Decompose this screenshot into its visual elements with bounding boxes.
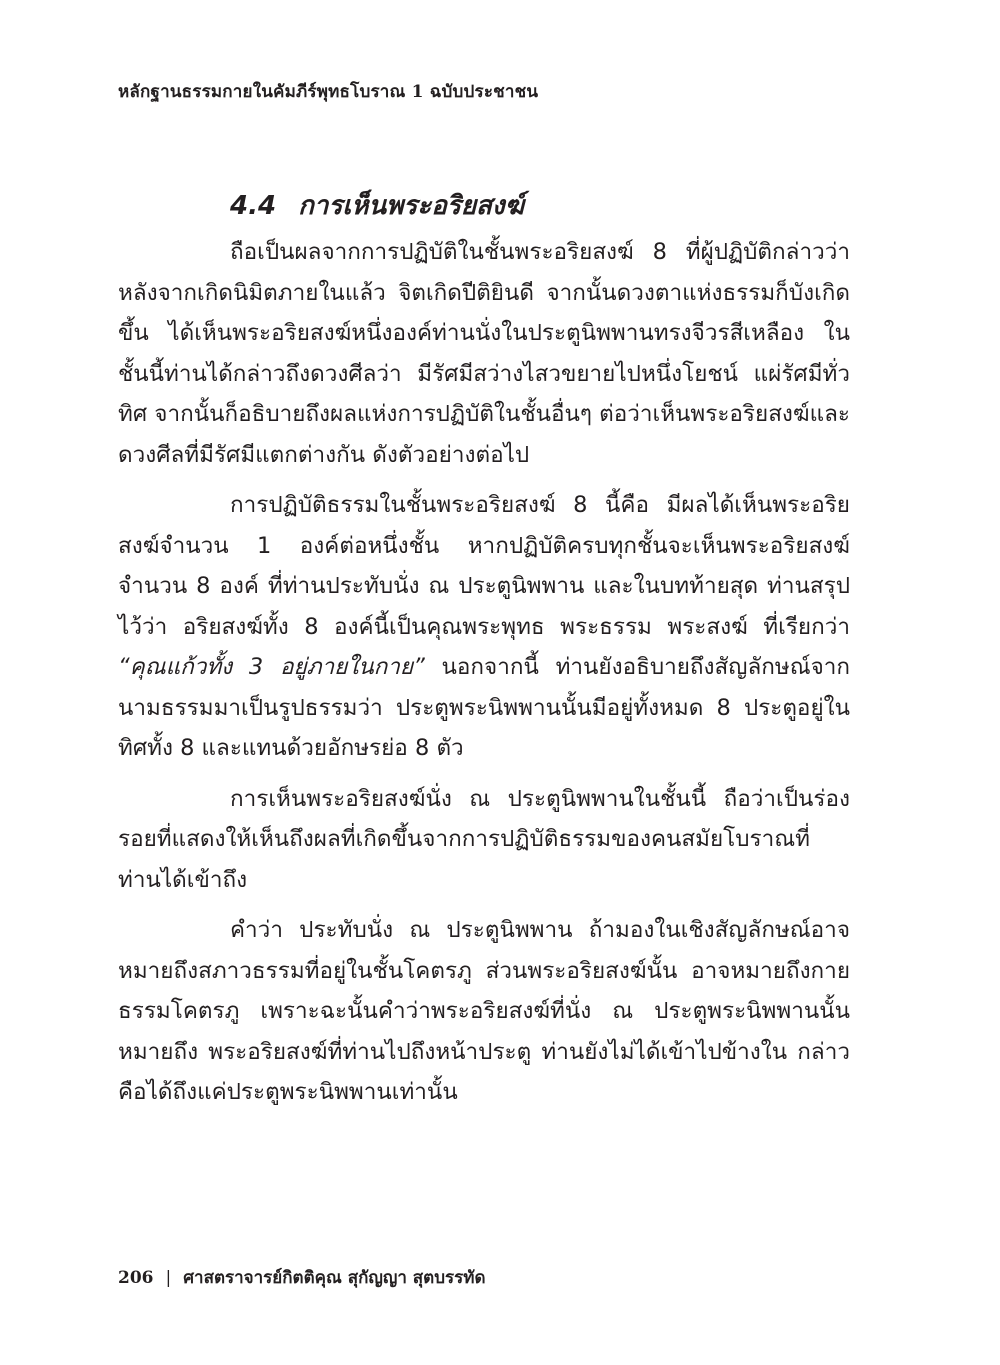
- page-footer: [118, 1264, 486, 1291]
- paragraph-3: การเห็นพระอริยสงฆ์นั่ง ณ ประตูนิพพานในชั้นนี้ ถือว่าเป็นร่องรอยที่แสดงให้เห็นถึงผลที่เกิดขึ้นจากการปฏิบัติธรรมของคนสมัยโบราณที่ท่านได้เข้าถึง: [118, 785, 850, 893]
- paragraph-2-quote: “คุณแก้วทั้ง 3 อยู่ภายในกาย”: [118, 654, 425, 680]
- running-header: หลักฐานธรรมกายในคัมภีร์พุทธโบราณ 1 ฉบับประชาชน: [118, 82, 539, 102]
- page-number: 206: [118, 1268, 154, 1288]
- footer-separator: |: [165, 1268, 172, 1288]
- page-content: [118, 186, 850, 1123]
- section-title: การเห็นพระอริยสงฆ์: [298, 191, 524, 221]
- paragraph-2: [118, 485, 850, 769]
- paragraph-2-text-end: นอกจากนี้ ท่านยังอธิบายถึงสัญลักษณ์จากนามธรรมมาเป็นรูปธรรมว่า ประตูพระนิพพานนั้นมีอยู่ทั้งหมด 8 ประตูอยู่ในทิศทั้ง 8 และแทนด้วยอักษรย่อ 8 ตัว: [118, 654, 851, 761]
- section-heading: [230, 186, 850, 226]
- paragraph-4: คำว่า ประทับนั่ง ณ ประตูนิพพาน ถ้ามองในเชิงสัญลักษณ์อาจหมายถึงสภาวธรรมที่อยู่ในชั้นโคตรภู ส่วนพระอริยสงฆ์นั้น อาจหมายถึงกายธรรมโคตรภู เพราะฉะนั้นคำว่าพระอริยสงฆ์ที่นั่ง ณ ประตูพระนิพพานนั้นหมายถึง พระอริยสงฆ์ที่ท่านไปถึงหน้าประตู ท่านยังไม่ได้เข้าไปข้างใน กล่าวคือได้ถึงแค่ประตูพระนิพพานเท่านั้น: [118, 917, 850, 1105]
- paragraph-1: ถือเป็นผลจากการปฏิบัติในชั้นพระอริยสงฆ์ 8 ที่ผู้ปฏิบัติกล่าวว่า หลังจากเกิดนิมิตภายในแล้ว จิตเกิดปีติยินดี จากนั้นดวงตาแห่งธรรมก็บังเกิดขึ้น ได้เห็นพระอริยสงฆ์หนึ่งองค์ท่านนั่งในประตูนิพพานทรงจีวรสีเหลือง ในชั้นนี้ท่านได้กล่าวถึงดวงศีลว่า มีรัศมีสว่างไสวขยายไปหนึ่งโยชน์ แผ่รัศมีทั่วทิศ จากนั้นก็อธิบายถึงผลแห่งการปฏิบัติในชั้นอื่นๆ ต่อว่าเห็นพระอริยสงฆ์และดวงศีลที่มีรัศมีแตกต่างกัน ดังตัวอย่างต่อไป: [118, 239, 850, 468]
- section-number: 4.4: [230, 191, 277, 221]
- paragraph-2-text-start: การปฏิบัติธรรมในชั้นพระอริยสงฆ์ 8 นี้คือ มีผลได้เห็นพระอริยสงฆ์จำนวน 1 องค์ต่อหนึ่งชั้น หากปฏิบัติครบทุกชั้นจะเห็นพระอริยสงฆ์จำนวน 8 องค์ ที่ท่านประทับนั่ง ณ ประตูนิพพาน และในบทท้ายสุด ท่านสรุปไว้ว่า อริยสงฆ์ทั้ง 8 องค์นี้เป็นคุณพระพุทธ พระธรรม พระสงฆ์ ที่เรียกว่า: [118, 492, 850, 640]
- footer-author: ศาสตราจารย์กิตติคุณ สุกัญญา สุตบรรทัด: [183, 1268, 486, 1288]
